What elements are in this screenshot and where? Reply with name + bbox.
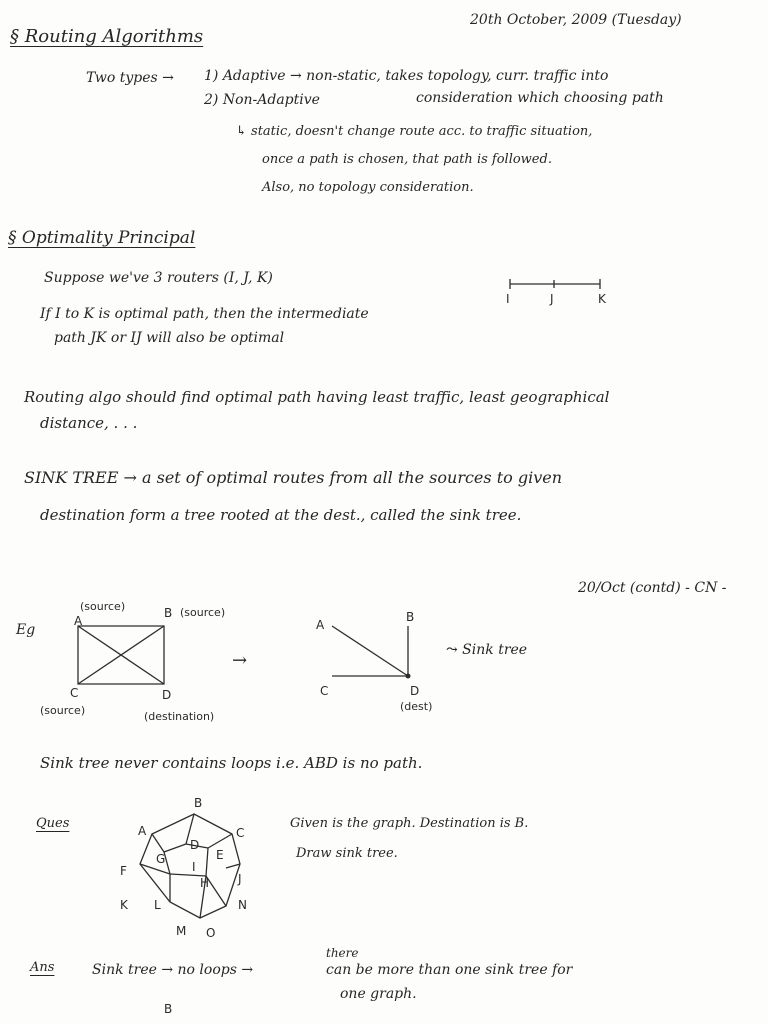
example-node-b-note: (source) [180, 606, 226, 619]
sink-node-c: C [320, 684, 329, 698]
nonadaptive-desc-3: Also, no topology consideration. [262, 180, 474, 195]
example-marker: Eg [16, 622, 36, 638]
graph-node-c: C [236, 826, 245, 840]
answer-there: there [326, 946, 359, 960]
question-line-2: Draw sink tree. [296, 846, 398, 861]
example-square-graph [72, 620, 172, 692]
graph-node-i: I [192, 860, 196, 874]
example-node-c: C [70, 686, 79, 700]
example-node-b: B [164, 606, 173, 620]
sink-tree-line-2: destination form a tree rooted at the dest., called the sink tree. [40, 506, 522, 524]
section-title-optimality: § Optimality Principal [8, 228, 196, 248]
answer-cont-2: one graph. [340, 986, 417, 1002]
graph-node-h: H [200, 876, 210, 890]
nonadaptive-desc-1: ↳ static, doesn't change route acc. to traffic situation, [236, 124, 593, 139]
graph-node-n: N [238, 898, 247, 912]
ijk-line-diagram [506, 276, 606, 296]
graph-node-g: G [156, 852, 166, 866]
node-label-i: I [506, 292, 510, 306]
type-nonadaptive: 2) Non-Adaptive [204, 92, 320, 108]
example-node-a: A [74, 614, 83, 628]
optimality-line-2: If I to K is optimal path, then the intermediate [40, 306, 369, 322]
contd-label: 20/Oct (contd) - CN - [578, 580, 727, 596]
example-node-d-note: (destination) [144, 710, 215, 723]
example-transform-arrow: → [232, 650, 248, 671]
graph-node-o: O [206, 926, 216, 940]
graph-node-m: M [176, 924, 187, 938]
question-marker: Ques [36, 816, 70, 831]
sink-node-a: A [316, 618, 325, 632]
graph-node-b: B [194, 796, 203, 810]
no-loops-note: Sink tree never contains loops i.e. ABD is no path. [40, 754, 423, 772]
question-line-1: Given is the graph. Destination is B. [290, 816, 529, 831]
question-graph [130, 806, 250, 926]
graph-node-d: D [190, 838, 200, 852]
node-label-k: K [598, 292, 606, 306]
answer-marker: Ans [30, 960, 55, 975]
node-label-j: J [550, 292, 554, 306]
answer-text: Sink tree → no loops → [92, 962, 254, 978]
section-title-routing-algorithms: § Routing Algorithms [10, 26, 204, 47]
example-node-a-note: (source) [80, 600, 126, 613]
optimality-line-3: path JK or IJ will also be optimal [54, 330, 285, 346]
answer-node-b: B [164, 1002, 173, 1016]
graph-node-e: E [216, 848, 224, 862]
sink-node-b: B [406, 610, 415, 624]
type-adaptive-cont: consideration which choosing path [416, 90, 664, 106]
graph-node-k: K [120, 898, 128, 912]
sink-node-d: D [410, 684, 420, 698]
answer-cont-1: can be more than one sink tree for [326, 962, 573, 978]
graph-node-j: J [238, 872, 242, 886]
optimality-line-1: Suppose we've 3 routers (I, J, K) [44, 270, 273, 286]
example-node-c-note: (source) [40, 704, 86, 717]
graph-node-l: L [154, 898, 161, 912]
sink-node-d-note: (dest) [400, 700, 433, 713]
type-adaptive: 1) Adaptive → non-static, takes topology, curr. traffic into [204, 68, 609, 84]
example-sink-tree [328, 622, 418, 682]
graph-node-f: F [120, 864, 127, 878]
graph-node-a: A [138, 824, 147, 838]
nonadaptive-desc-2: once a path is chosen, that path is followed. [262, 152, 552, 167]
header-date: 20th October, 2009 (Tuesday) [470, 12, 682, 28]
routing-goal-line-1: Routing algo should find optimal path having least traffic, least geographical [24, 388, 610, 406]
types-intro: Two types → [86, 70, 174, 86]
example-node-d: D [162, 688, 172, 702]
sink-tree-label: ⤳ Sink tree [446, 642, 528, 658]
routing-goal-line-2: distance, . . . [40, 414, 138, 432]
sink-tree-line-1: SINK TREE → a set of optimal routes from all the sources to given [24, 468, 563, 487]
